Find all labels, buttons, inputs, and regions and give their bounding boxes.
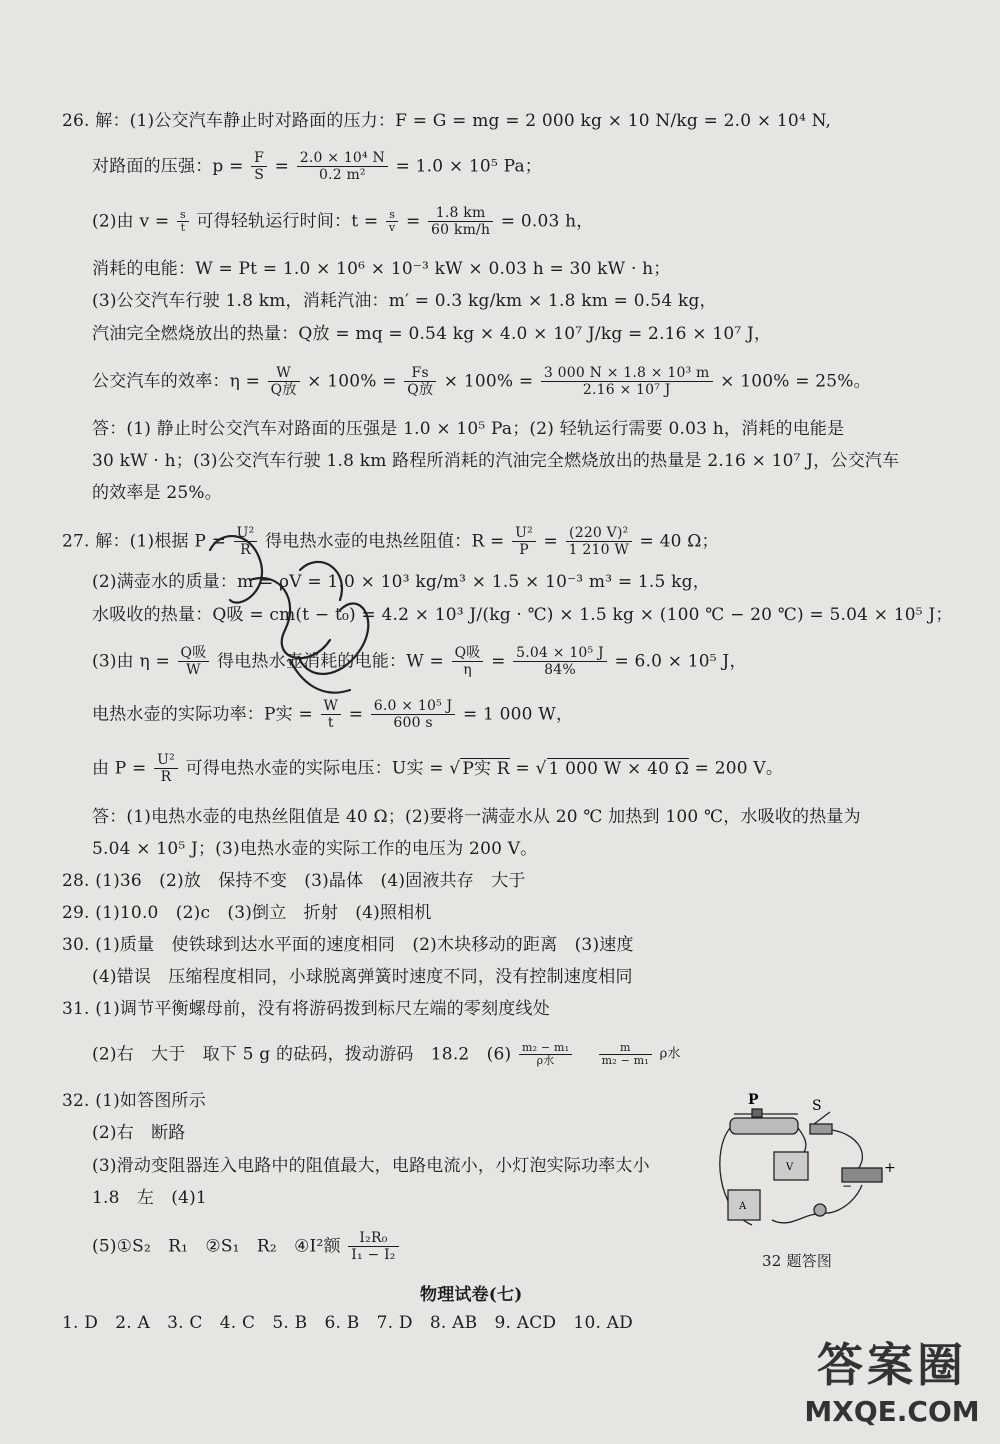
- fig-label-p: P: [748, 1092, 759, 1108]
- fraction: $\frac{\text{3 000 N × 1.8 × 10³ m}}{\text{2.16 × 10⁷ J}}$: [541, 365, 713, 398]
- q30-line-2: (4)错误 压缩程度相同，小球脱离弹簧时速度不同，没有控制速度相同: [92, 967, 633, 987]
- q26-line-6: 汽油完全燃烧放出的热量：Q放 = mq = 0.54 kg × 4.0 × 10⁷ J/kg = 2.16 × 10⁷ J，: [92, 324, 772, 344]
- section-title: 物理试卷(七): [420, 1285, 523, 1305]
- q30-line-1: 30. (1)质量 使铁球到达水平面的速度相同 (2)木块移动的距离 (3)速度: [62, 935, 634, 955]
- answer-key: 1. D 2. A 3. C 4. C 5. B 6. B 7. D 8. AB 9. ACD 10. AD: [62, 1313, 633, 1333]
- watermark: [792, 1329, 992, 1444]
- q26-line-2: 对路面的压强：p = $\frac{F}{S}$ = $\frac{\text{2.0 × 10⁴ N}}{\text{0.2 m²}}$ = 1.0 × 10⁵ Pa；: [92, 150, 542, 183]
- fraction: $\frac{Fs}{\text{Q放}}$: [404, 365, 436, 398]
- q27-line-2: (2)满壶水的质量：m = ρV = 1.0 × 10³ kg/m³ × 1.5 × 10⁻³ m³ = 1.5 kg，: [92, 572, 710, 592]
- q26-line-4: 消耗的电能：W = Pt = 1.0 × 10⁶ × 10⁻³ kW × 0.03 h = 30 kW · h；: [92, 259, 671, 279]
- fraction: $\frac{\text{Q吸}}{\eta}$: [452, 645, 484, 678]
- q27-line-3: 水吸收的热量：Q吸 = cm(t − t₀) = 4.2 × 10³ J/(kg · ℃) × 1.5 kg × (100 ℃ − 20 ℃) = 5.04 × 10⁵ J；: [92, 605, 953, 625]
- q31-line-1: 31. (1)调节平衡螺母前，没有将游码拨到标尺左端的零刻度线处: [62, 999, 550, 1019]
- q27-line-1: 27. 解：(1)根据 P = $\frac{\text{U²}}{R}$ 得电热水壶的电热丝阻值：R = $\frac{\text{U²}}{P}$ = $\frac{\text{(220 V)²}}{1 210 W}$ = 40 Ω；: [62, 525, 719, 558]
- q26-line-1: 26. 解：(1)公交汽车静止时对路面的压力：F = G = mg = 2 000 kg × 10 N/kg = 2.0 × 10⁴ N,: [62, 111, 832, 131]
- q26-line-3: (2)由 v = $\frac{s}{t}$ 可得轻轨运行时间：t = $\frac{s}{v}$ = $\frac{1.8 km}{60 km/h}$ = 0.03 h，: [92, 205, 594, 238]
- q32-line-5: (5)①S₂ R₁ ②S₁ R₂ ④I²额 $\frac{\text{I₂R₀}}{\text{I₁ − I₂}}$: [92, 1230, 401, 1263]
- q31-line-2: (2)右 大于 取下 5 g 的砝码，拨动游码 18.2 (6) $\frac{\text{m₂ − m₁}}{\text{ρ水}}$ $\frac{m}{\text{m₂ − m₁}}$ ρ水: [92, 1041, 681, 1067]
- q32-line-1: 32. (1)如答图所示: [62, 1091, 206, 1111]
- fraction: $\frac{W}{t}$: [321, 698, 342, 731]
- fraction: $\frac{\text{Q吸}}{W}$: [178, 645, 210, 678]
- fraction: $\frac{s}{t}$: [177, 209, 189, 234]
- fraction: $\frac{1.8 km}{60 km/h}$: [428, 205, 493, 238]
- q28-line: 28. (1)36 (2)放 保持不变 (3)晶体 (4)固液共存 大于: [62, 871, 526, 891]
- fig-label-minus: −: [842, 1179, 853, 1193]
- q26-pressure-label: 对路面的压强：p =: [92, 156, 244, 177]
- q27-answer-1: 答：(1)电热水壶的电热丝阻值是 40 Ω；(2)要将一满壶水从 20 ℃ 加热到 100 ℃，水吸收的热量为: [92, 807, 861, 827]
- q32-line-2: (2)右 断路: [92, 1123, 186, 1143]
- fraction: $\frac{\text{2.0 × 10⁴ N}}{\text{0.2 m²}}$: [297, 150, 388, 183]
- watermark-text: 答案圈: [817, 1338, 967, 1392]
- fraction: $\frac{\text{U²}}{R}$: [154, 752, 178, 785]
- figure-caption: 32 题答图: [762, 1252, 833, 1270]
- fraction: $\frac{\text{U²}}{R}$: [234, 525, 258, 558]
- fig-label-v: V: [786, 1162, 794, 1173]
- q26-line-7: 公交汽车的效率：η = $\frac{W}{\text{Q放}}$ × 100% = $\frac{Fs}{\text{Q放}}$ × 100% = $\frac{\text{3 000 N × 1.8 × 10³ m}}{\text{2.16 × 10⁷ J}}$ × 100% = 25%。: [92, 365, 871, 398]
- circuit-diagram: [712, 1090, 912, 1250]
- fraction: $\frac{\text{6.0 × 10⁵ J}}{600 s}$: [371, 698, 456, 731]
- q32-line-3: (3)滑动变阻器连入电路中的阻值最大，电路电流小，小灯泡实际功率太小: [92, 1156, 650, 1176]
- fraction: $\frac{\text{(220 V)²}}{1 210 W}$: [566, 525, 632, 558]
- fraction: $\frac{\text{U²}}{P}$: [512, 525, 536, 558]
- fraction: $\frac{\text{m₂ − m₁}}{\text{ρ水}}$: [519, 1042, 572, 1067]
- q26-answer-1: 答：(1) 静止时公交汽车对路面的压强是 1.0 × 10⁵ Pa；(2) 轻轨运行需要 0.03 h，消耗的电能是: [92, 419, 845, 439]
- q26-answer-3: 的效率是 25%。: [92, 483, 222, 503]
- q27-answer-2: 5.04 × 10⁵ J；(3)电热水壶的实际工作的电压为 200 V。: [92, 839, 538, 859]
- q27-line-6: 由 P = $\frac{\text{U²}}{R}$ 可得电热水壶的实际电压：U实 = √ P实 R = √ 1 000 W × 40 Ω = 200 V。: [92, 752, 784, 785]
- fraction: $\frac{\text{5.04 × 10⁵ J}}{84\%}$: [513, 645, 607, 678]
- watermark-url: MXQE.COM: [804, 1395, 980, 1428]
- fig-label-plus: +: [884, 1160, 896, 1176]
- q26-line-5: (3)公交汽车行驶 1.8 km，消耗汽油：m′ = 0.3 kg/km × 1.8 km = 0.54 kg，: [92, 291, 717, 311]
- q32-line-4: 1.8 左 (4)1: [92, 1188, 207, 1208]
- fig-label-a: A: [739, 1201, 747, 1212]
- fraction: $\frac{W}{\text{Q放}}$: [268, 365, 300, 398]
- handwriting-scribble: [190, 510, 410, 710]
- fraction: $\frac{m}{\text{m₂ − m₁}}$: [599, 1042, 652, 1067]
- fraction: $\frac{\text{I₂R₀}}{\text{I₁ − I₂}}$: [348, 1230, 398, 1263]
- q27-line-5: 电热水壶的实际功率：P实 = $\frac{W}{t}$ = $\frac{\text{6.0 × 10⁵ J}}{600 s}$ = 1 000 W，: [92, 698, 574, 731]
- q29-line: 29. (1)10.0 (2)c (3)倒立 折射 (4)照相机: [62, 903, 432, 923]
- q27-line-4: (3)由 η = $\frac{\text{Q吸}}{W}$ 得电热水壶消耗的电能：W = $\frac{\text{Q吸}}{\eta}$ = $\frac{\text{5.04 × 10⁵ J}}{84\%}$ = 6.0 × 10⁵ J，: [92, 645, 747, 678]
- fraction: $\frac{s}{v}$: [386, 209, 398, 234]
- q26-answer-2: 30 kW · h；(3)公交汽车行驶 1.8 km 路程所消耗的汽油完全燃烧放出的热量是 2.16 × 10⁷ J，公交汽车: [92, 451, 900, 471]
- fraction: $\frac{F}{S}$: [251, 150, 267, 183]
- fig-label-s: S: [812, 1098, 822, 1114]
